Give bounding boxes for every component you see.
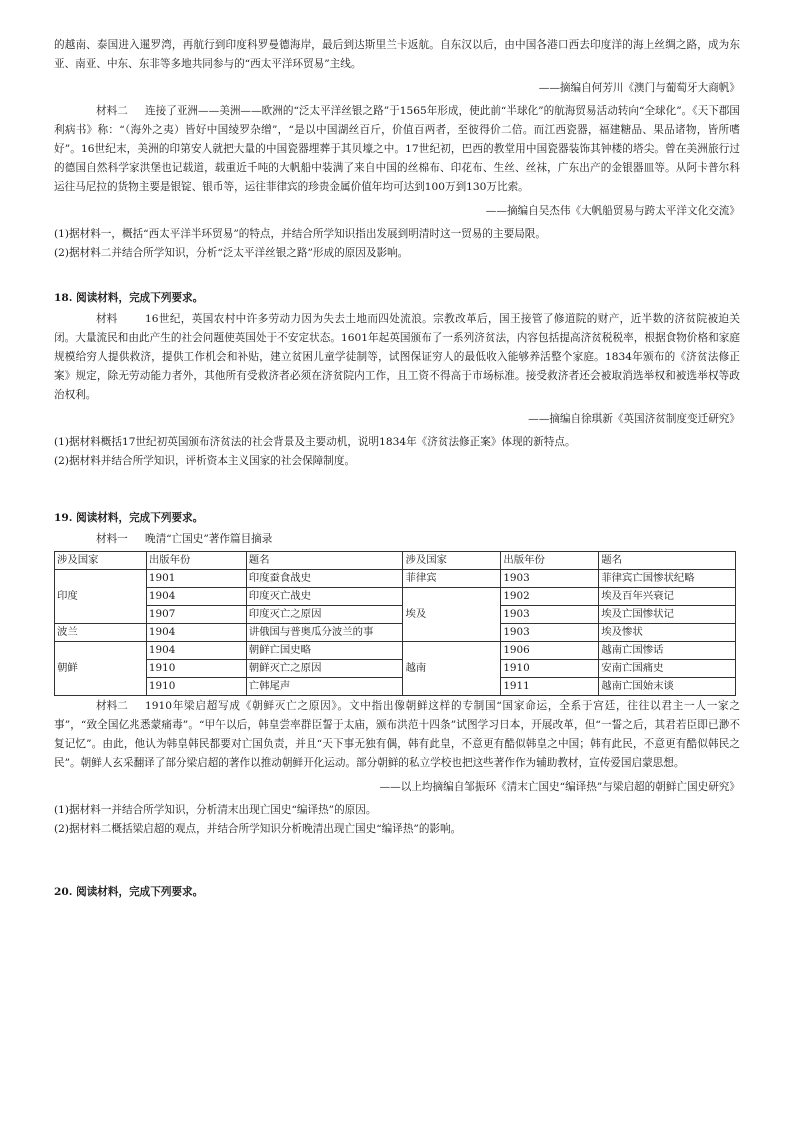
title-cell: 安南亡国痛史 [599, 660, 736, 678]
title-cell: 印度蚕食战史 [246, 570, 403, 588]
title-cell: 朝鲜亡国史略 [246, 642, 403, 660]
title-cell: 亡韩尾声 [246, 678, 403, 696]
title-cell: 埃及惨状 [599, 624, 736, 642]
year-cell: 1907 [146, 606, 246, 624]
table-row [55, 570, 736, 588]
table-header-cell: 涉及国家 [403, 552, 501, 570]
year-cell: 1903 [501, 570, 599, 588]
table-header-cell: 题名 [246, 552, 403, 570]
title-cell: 印度灭亡战史 [246, 588, 403, 606]
title-cell: 埃及亡国惨状记 [599, 606, 736, 624]
title-cell: 菲律宾亡国惨状纪略 [599, 570, 736, 588]
table-row [55, 588, 736, 606]
question-item: (2)据材料并结合所学知识，评析资本主义国家的社会保障制度。 [54, 455, 356, 467]
question-item: (1)据材料一并结合所学知识，分析清末出现亡国史“编译热”的原因。 [54, 804, 377, 816]
title-cell: 越南亡国惨话 [599, 642, 736, 660]
country-cell: 印度 [55, 570, 147, 624]
table-header-cell: 题名 [599, 552, 736, 570]
history-table [54, 551, 736, 696]
material-text: 连接了亚洲——美洲——欧洲的“泛太平洋丝银之路”于1565年形成，使此前“半球化”的航海贸易活动转向“全球化”。《天下郡国利病书》称：“（海外之夷）皆好中国绫罗杂缯”，“是以中国湖丝百斤，价值百两者，至彼得价二倍。而江西瓷器，福建糖品、果品诸物，皆所嗜好”。16世纪末，美洲的印第安人就把大量的中国瓷器埋葬于其贝壕之中。17世纪初，巴西的教堂用中国瓷器装饰其钟楼的塔尖。曾在美洲旅行过的德国自然科学家洪堡也记载道，载重近千吨的大帆船中装满了来自中国的丝棉布、印花布、生丝、丝袜，广东出产的金银器皿等。从阿卡普尔科运往马尼拉的货物主要是银锭、银币等，运往菲律宾的珍贵金属价值年均可达到100万到130万比索。 [54, 105, 740, 193]
year-cell: 1904 [146, 588, 246, 606]
question-item: (2)据材料二并结合所学知识，分析“泛太平洋丝银之路”形成的原因及影响。 [54, 247, 409, 259]
source-citation: ——摘编自徐琪新《英国济贫制度变迁研究》 [528, 413, 740, 425]
material-title: 晚清“亡国史”著作篇目摘录 [145, 533, 273, 545]
year-cell: 1910 [146, 678, 246, 696]
year-cell: 1911 [501, 678, 599, 696]
country-cell: 埃及 [403, 588, 501, 642]
country-cell: 波兰 [55, 624, 147, 642]
material-paragraph [54, 310, 740, 405]
source-citation: ——摘编自何芳川《澳门与葡萄牙大商帆》 [538, 82, 740, 94]
exam-page [54, 36, 740, 904]
year-cell: 1903 [501, 624, 599, 642]
title-cell: 印度灭亡之原因 [246, 606, 403, 624]
question-item: (2)据材料二概括梁启超的观点，并结合所学知识分析晚清出现亡国史“编译热”的影响。 [54, 823, 462, 835]
title-cell: 埃及百年兴衰记 [599, 588, 736, 606]
material-paragraph [54, 102, 740, 197]
question-heading: 18. 阅读材料，完成下列要求。 [54, 292, 204, 304]
material-text: 1910年梁启超写成《朝鲜灭亡之原因》。文中指出像朝鲜这样的专制国“国家命运，全系于宫廷，往往以君主一人一家之事”，“致全国亿兆悉蒙痛毒”。“甲午以后，韩皇尝率群臣誓于太庙，颁布洪范十四条”试图学习日本，开展改革，但“一誓之后，其君若臣即已渺不复记忆”。由此，他认为韩皇韩民都要对亡国负责，并且“天下事无独有偶，韩有此皇，不意更有酷似韩皇之中国；韩有此民，不意更有酷似韩民之民”。朝鲜人玄采翻译了部分梁启超的著作以推动朝鲜开化运动。部分朝鲜的私立学校也把这些著作作为辅助教材，宣传爱国启蒙思想。 [54, 700, 740, 769]
table-row [55, 624, 736, 642]
question-heading: 20. 阅读材料，完成下列要求。 [54, 886, 204, 898]
paragraph-continuation: 的越南、泰国进入暹罗湾，再航行到印度科罗曼德海岸，最后到达斯里兰卡返航。自东汉以后，由中国各港口西去印度洋的海上丝绸之路，成为东亚、南亚、中东、东非等多地共同参与的“西太平洋环贸易”主线。 [54, 39, 740, 70]
table-row [55, 642, 736, 660]
country-cell: 越南 [403, 642, 501, 696]
country-cell: 朝鲜 [55, 642, 147, 696]
question-item: (1)据材料一，概括“西太平洋半环贸易”的特点，并结合所学知识指出发展到明清时这一贸易的主要局限。 [54, 228, 546, 240]
year-cell: 1906 [501, 642, 599, 660]
year-cell: 1902 [501, 588, 599, 606]
material-label: 材料二 [96, 105, 128, 117]
title-cell: 讲俄国与普奥瓜分波兰的事 [246, 624, 403, 642]
material-label: 材料 [96, 313, 118, 325]
material-label: 材料一 [96, 533, 128, 545]
year-cell: 1904 [146, 624, 246, 642]
question-heading: 19. 阅读材料，完成下列要求。 [54, 512, 204, 524]
year-cell: 1904 [146, 642, 246, 660]
table-row [55, 660, 736, 678]
country-cell: 菲律宾 [403, 570, 501, 588]
year-cell: 1901 [146, 570, 246, 588]
source-citation: ——以上均摘编自邹振环《清末亡国史“编译热”与梁启超的朝鲜亡国史研究》 [379, 781, 740, 793]
year-cell: 1910 [501, 660, 599, 678]
title-cell: 越南亡国始末谈 [599, 678, 736, 696]
table-header-cell: 出版年份 [146, 552, 246, 570]
table-row [55, 678, 736, 696]
source-citation: ——摘编自吴杰伟《大帆船贸易与跨太平洋文化交流》 [485, 205, 740, 217]
year-cell: 1903 [501, 606, 599, 624]
material-title-line [54, 530, 740, 549]
material-label: 材料二 [96, 700, 128, 712]
material-text: 16世纪，英国农村中许多劳动力因为失去土地而四处流浪。宗教改革后，国王接管了修道院的财产，近半数的济贫院被迫关闭。大量流民和由此产生的社会问题使英国处于不安定状态。1601年起英国颁布了一系列济贫法，内容包括提高济贫税税率，根据食物价格和家庭规模给穷人提供救济，提供工作机会和补贴，建立贫困儿童学徒制等，试图保证穷人的最低收入能够养活整个家庭。1834年颁布的《济贫法修正案》规定，除无劳动能力者外，其他所有受救济者必须在济贫院内工作，且工资不得高于市场标准。接受救济者还会被取消选举权和被选举权等政治权利。 [54, 313, 740, 401]
material-paragraph [54, 697, 740, 773]
table-header-cell: 出版年份 [501, 552, 599, 570]
question-item: (1)据材料概括17世纪初英国颁布济贫法的社会背景及主要动机，说明1834年《济贫法修正案》体现的新特点。 [54, 436, 576, 448]
table-header-cell: 涉及国家 [55, 552, 147, 570]
table-header-row [55, 552, 736, 570]
title-cell: 朝鲜灭亡之原因 [246, 660, 403, 678]
table-row [55, 606, 736, 624]
year-cell: 1910 [146, 660, 246, 678]
